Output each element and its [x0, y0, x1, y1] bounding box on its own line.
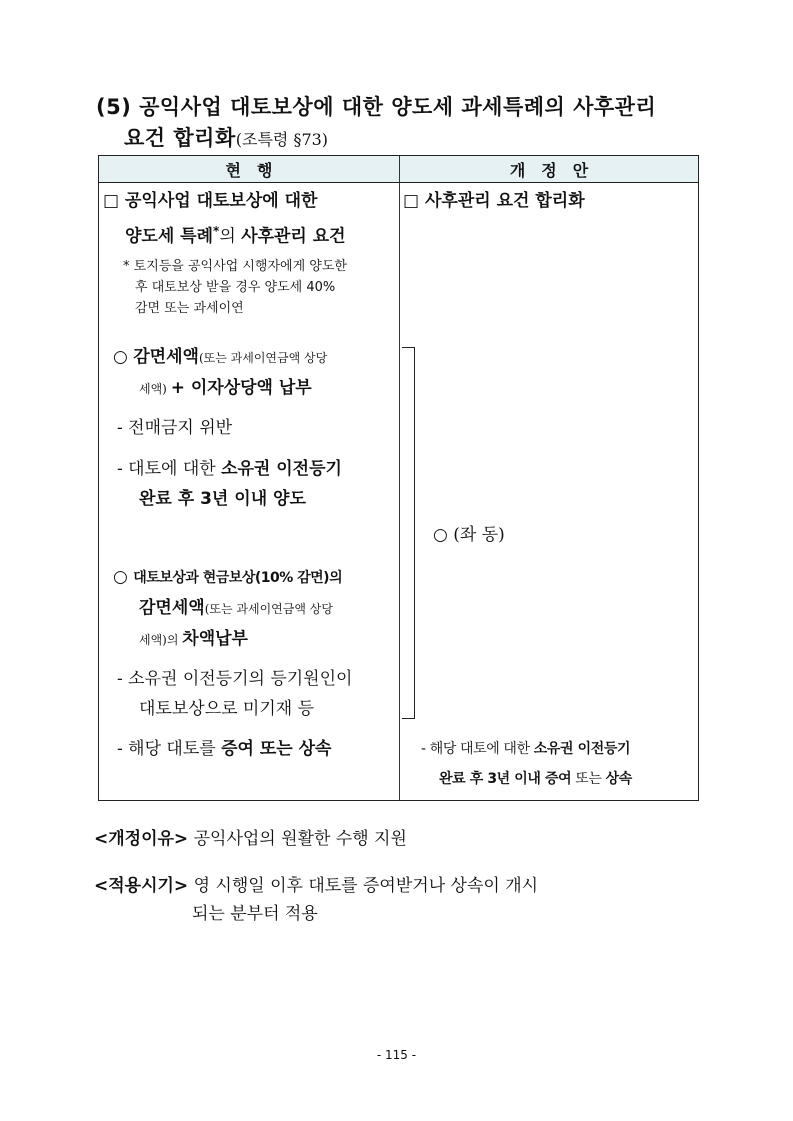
current-item-1-sub-2: [117, 454, 397, 514]
title-line-2: 요건 합리화: [124, 126, 236, 150]
item2-paren: (또는 과세이연금액 상당: [204, 602, 333, 616]
applicable-line-1: 영 시행일 이후 대토를 증여받거나 상속이 개시: [193, 876, 539, 896]
current-item-1: [113, 342, 397, 404]
revised-sub-text-a: - 해당 대토에 대한: [421, 741, 534, 757]
revised-same-as-left: ○ (좌 동): [433, 525, 505, 545]
item1-paren: (또는 과세이연금액 상당: [198, 351, 328, 365]
footnote-mark: *: [213, 224, 220, 238]
applicable-line-2: 되는 분부터 적용: [192, 904, 318, 924]
comparison-table: [98, 155, 699, 801]
revised-sub-item: [421, 734, 697, 794]
sub2-text-b: 소유권 이전등기: [221, 459, 342, 479]
applicable-period: [94, 872, 538, 928]
header-revised: 개 정 안: [509, 161, 589, 180]
item2-sub1-line-1: - 소유권 이전등기의 등기원인이: [117, 669, 353, 689]
current-footnote: [123, 256, 395, 319]
grouping-bracket: [402, 347, 415, 719]
item2-bold: 대토보상과 현금보상(10% 감면)의: [133, 570, 343, 586]
circle-bullet-2: ○: [113, 567, 134, 587]
revised-sub-text-e: 상속: [605, 771, 632, 787]
revised-sub-text-b: 소유권 이전등기: [533, 741, 631, 757]
item1-interest: + 이자상당액 납부: [170, 378, 312, 398]
footnote-line-2: 후 대토보상 받을 경우 양도세 40%: [135, 280, 336, 295]
current-heading-text-a: 양도세 특례: [125, 226, 214, 247]
revised-box-heading: □ 사후관리 요건 합리화: [403, 191, 585, 211]
item2-difference: 차액납부: [182, 629, 248, 649]
page-number: - 115 -: [376, 1048, 417, 1062]
current-heading-line-2: [103, 216, 346, 252]
sub2-text-c: 완료 후 3년 이내 양도: [139, 489, 306, 509]
circle-bullet-1: ○: [113, 347, 134, 367]
section-title: [96, 92, 706, 155]
current-heading-text-b: 의: [219, 226, 242, 247]
current-item-2: [113, 562, 397, 655]
revision-reason: [94, 825, 407, 853]
header-current: 현 행: [225, 161, 273, 180]
current-item-2-sub-2: [117, 734, 331, 764]
column-divider: [399, 156, 400, 800]
current-box-heading: [103, 186, 346, 252]
current-heading-line-1: □ 공익사업 대토보상에 대한: [103, 191, 318, 211]
current-item-1-sub-1: - 전매금지 위반: [117, 418, 233, 438]
footnote-line-1: * 토지등을 공익사업 시행자에게 양도한: [123, 259, 347, 274]
reason-text: 공익사업의 원활한 수행 지원: [193, 829, 407, 849]
current-heading-text-c: 사후관리 요건: [241, 226, 346, 247]
revised-sub-text-c: 완료 후 3년 이내 증여: [439, 771, 572, 787]
section-number: (5): [96, 95, 132, 119]
title-reference: (조특령 §73): [235, 130, 329, 149]
title-line-1: 공익사업 대토보상에 대한 양도세 과세특례의 사후관리: [139, 95, 657, 119]
item1-paren-end: 세액): [139, 382, 171, 396]
revised-sub-text-d: 또는: [571, 771, 606, 787]
item2-paren-end: 세액)의: [139, 633, 183, 647]
footnote-line-3: 감면 또는 과세이연: [135, 301, 244, 316]
applicable-label: <적용시기>: [94, 876, 189, 896]
reason-label: <개정이유>: [94, 829, 189, 849]
item2-sub1-line-2: 대토보상으로 미기재 등: [139, 699, 315, 719]
current-item-2-sub-1: [117, 664, 397, 724]
item2-sub2-text-b: 증여 또는 상속: [221, 739, 332, 759]
sub2-text-a: - 대토에 대한: [117, 459, 222, 479]
item1-bold: 감면세액: [133, 347, 199, 367]
item2-savings: 감면세액: [139, 598, 205, 618]
item2-sub2-text-a: - 해당 대토를: [117, 739, 222, 759]
